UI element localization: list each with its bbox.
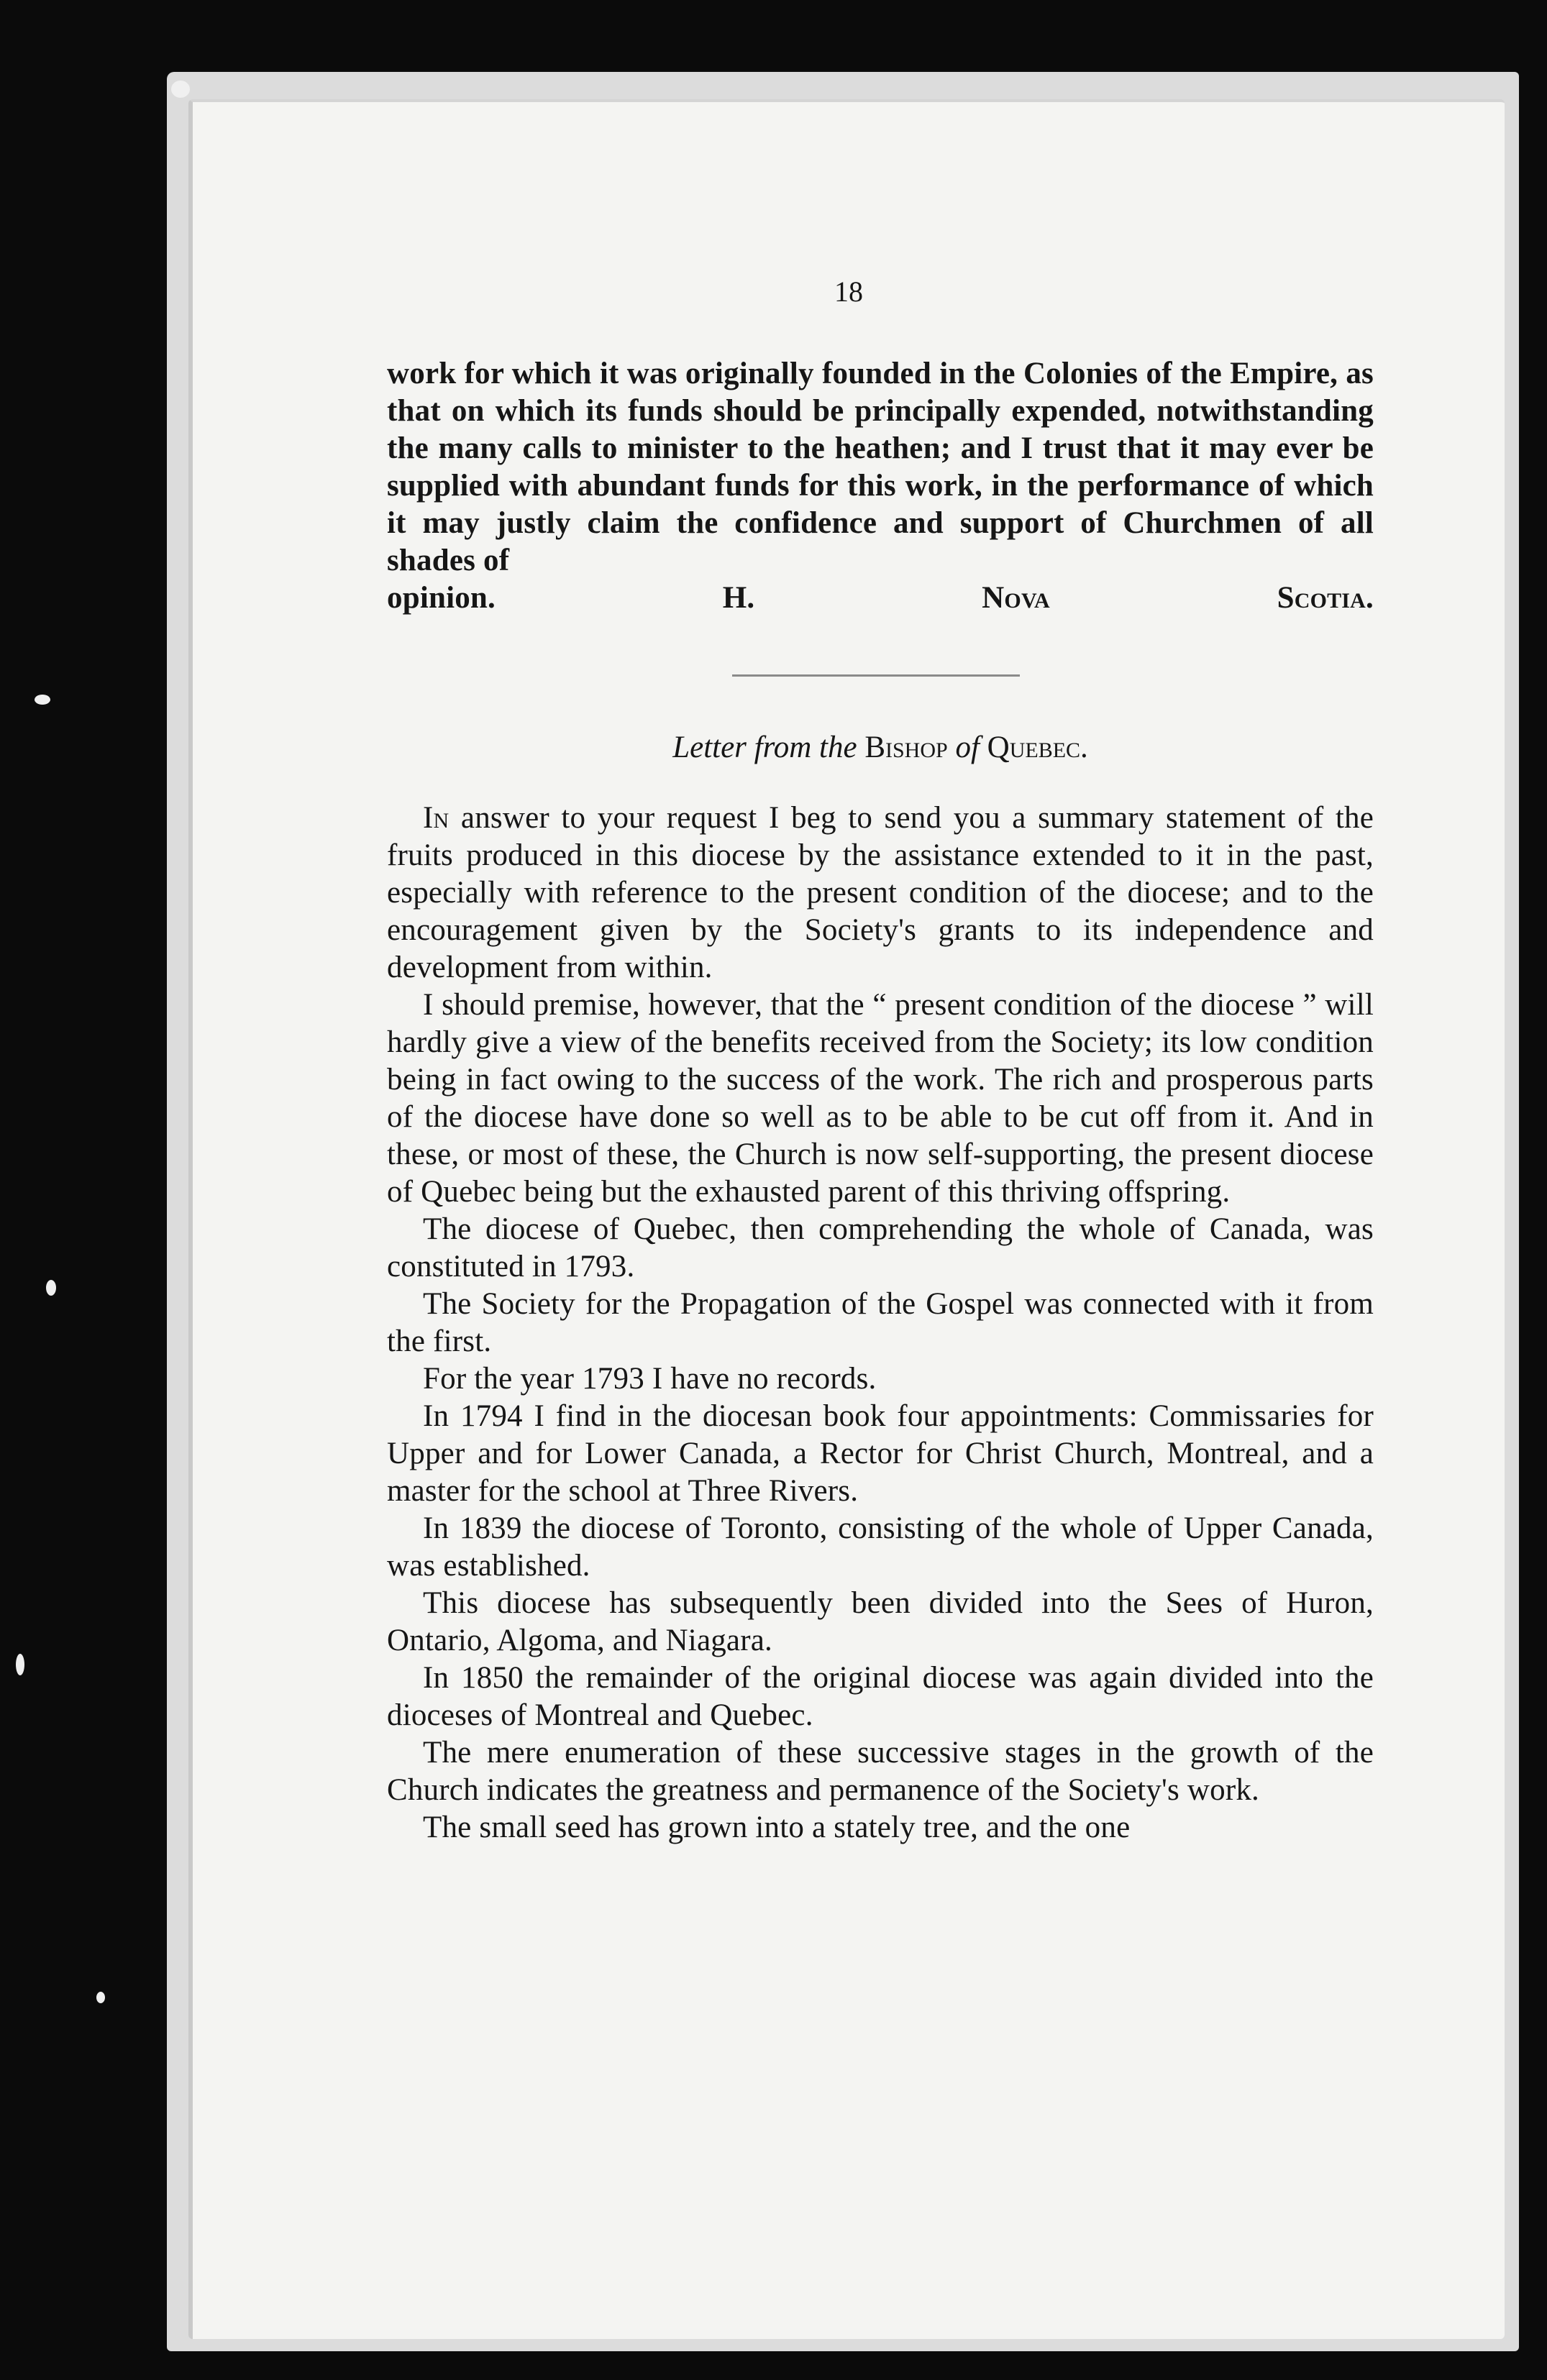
heading-prefix: Letter from the xyxy=(672,731,857,764)
paragraph xyxy=(387,800,1374,987)
signature: H. Nova Scotia. xyxy=(722,581,1374,615)
paragraph: The diocese of Quebec, then comprehending the whole of Canada, was constituted in 1793. xyxy=(387,1212,1374,1283)
paragraph: For the year 1793 I have no records. xyxy=(423,1362,877,1396)
page-number: 18 xyxy=(834,275,863,308)
closing-word: opinion. xyxy=(387,581,496,615)
letter-heading xyxy=(387,730,1374,765)
dust-speck xyxy=(16,1654,24,1675)
letter-body xyxy=(387,800,1374,1846)
paragraph: The mere enumeration of these successive stages in the growth of the Church indicates the greatness and permanence of the Society's work. xyxy=(387,1736,1374,1807)
paragraph: In 1839 the diocese of Toronto, consisting of the whole of Upper Canada, was established. xyxy=(387,1511,1374,1583)
heading-title: Bishop xyxy=(864,731,948,764)
paragraph: This diocese has subsequently been divided into the Sees of Huron, Ontario, Algoma, and Niagara. xyxy=(387,1586,1374,1657)
dust-speck xyxy=(35,695,50,705)
dust-speck xyxy=(46,1280,56,1296)
paragraph: In 1850 the remainder of the original diocese was again divided into the dioceses of Montreal and Quebec. xyxy=(387,1661,1374,1732)
dust-speck xyxy=(171,81,190,98)
paragraph-text: answer to your request I beg to send you a summary statement of the fruits produced in this diocese by the assistance extended to it in the past, especially with reference to the present condition of the diocese; and to the encouragement given by the Society's grants to its independence and development from within. xyxy=(387,801,1374,984)
heading-of: of xyxy=(955,731,980,764)
paragraph: The small seed has grown into a stately tree, and the one xyxy=(423,1811,1131,1844)
paragraph: The Society for the Propagation of the Gospel was connected with it from the first. xyxy=(387,1287,1374,1358)
section-divider xyxy=(732,674,1020,677)
closing-line xyxy=(387,580,1374,617)
paragraph: work for which it was originally founded in the Colonies of the Empire, as that on which its funds should be principally expended, notwithstanding the many calls to minister to the heathen; and I trust that it may ever be supplied with abundant funds for this work, in the performance of which it may justly claim the confidence and support of Churchmen of all shades of xyxy=(387,357,1374,577)
paragraph: I should premise, however, that the “ present condition of the diocese ” will hardly give a view of the benefits received from the Society; its low condition being in fact owing to the success of the work. The rich and prosperous parts of the diocese have done so well as to be able to be cut off from it. And in these, or most of these, the Church is now self-supporting, the present diocese of Quebec being but the exhausted parent of this thriving offspring. xyxy=(387,988,1374,1209)
paragraph: In 1794 I find in the diocesan book four appointments: Commissaries for Upper and for Lower Canada, a Rector for Christ Church, Montreal, and a master for the school at Three Rivers. xyxy=(387,1399,1374,1508)
previous-letter-ending xyxy=(387,355,1374,617)
opening-word: In xyxy=(423,801,450,835)
heading-diocese: Quebec. xyxy=(987,731,1088,764)
dust-speck xyxy=(96,1992,105,2003)
